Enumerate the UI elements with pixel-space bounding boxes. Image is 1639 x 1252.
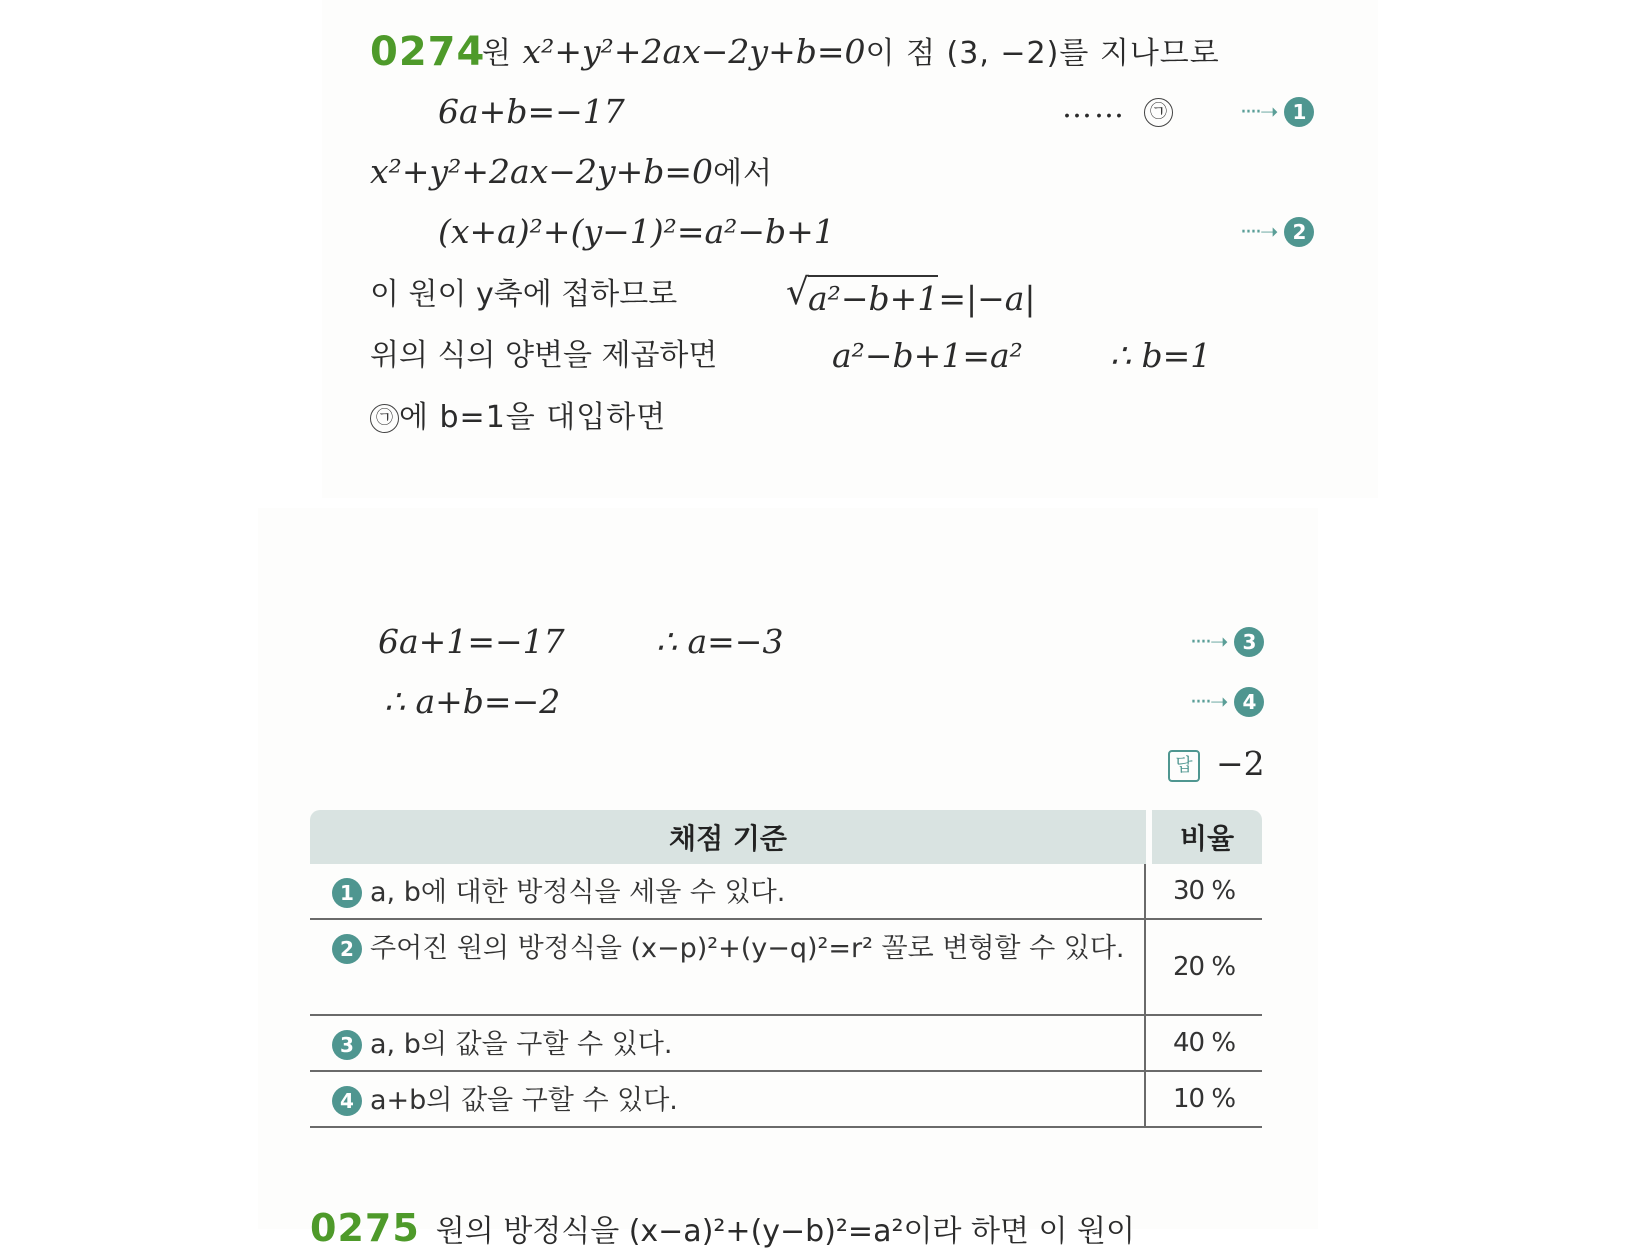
label-giyeok-icon: ㉠ — [370, 404, 399, 433]
next-problem-number: 0275 — [310, 1206, 420, 1250]
answer-line — [1168, 744, 1265, 784]
square-text: 위의 식의 양변을 제곱하면 — [370, 338, 718, 373]
intro-prefix: 원 — [482, 36, 512, 71]
equation-2-line — [370, 152, 773, 192]
row-badge-2: 2 — [332, 934, 362, 964]
next-problem-text: 원의 방정식을 (x−a)²+(y−b)²=a²이라 하면 이 원이 — [435, 1214, 1135, 1249]
arrow-icon: ····➝ — [1190, 629, 1227, 655]
square-equation: a²−b+1=a² — [832, 336, 1023, 375]
step-marker-3 — [1190, 622, 1264, 662]
step-badge-1: 1 — [1284, 97, 1314, 127]
substitute-line — [370, 396, 666, 436]
arrow-icon: ····➝ — [1190, 689, 1227, 715]
step-badge-2: 2 — [1284, 217, 1314, 247]
answer-value: −2 — [1216, 744, 1265, 783]
table-header — [310, 810, 1262, 864]
table-row — [310, 1016, 1262, 1072]
step-marker-2 — [1240, 212, 1314, 252]
intro-line — [482, 32, 1220, 72]
equation-1-dots: …… — [1062, 90, 1126, 125]
ratio-cell: 20 % — [1172, 952, 1236, 982]
answer-icon: 답 — [1168, 750, 1200, 782]
equation-2: x²+y²+2ax−2y+b=0 — [370, 152, 714, 191]
scoring-table — [310, 810, 1262, 1128]
label-giyeok-icon: ㉠ — [1144, 98, 1173, 127]
sqrt-icon: √ — [786, 272, 809, 313]
step-marker-4 — [1190, 682, 1264, 722]
row-badge-1: 1 — [332, 878, 362, 908]
equation-2-suffix: 에서 — [713, 156, 773, 191]
tangent-text: 이 원이 y축에 접하므로 — [370, 277, 678, 312]
criteria-text: a, b의 값을 구할 수 있다. — [370, 1029, 673, 1060]
equation-5: ∴ a+b=−2 — [384, 682, 561, 721]
equation-4: 6a+1=−17 — [378, 622, 565, 661]
step-badge-3: 3 — [1234, 627, 1264, 657]
header-ratio: 비율 — [1152, 810, 1262, 864]
table-row — [310, 864, 1262, 920]
step-marker-1 — [1240, 92, 1314, 132]
sqrt-expression — [786, 272, 939, 319]
equation-3: (x+a)²+(y−1)²=a²−b+1 — [438, 212, 835, 251]
substitute-text: 에 b=1을 대입하면 — [399, 400, 667, 435]
ratio-cell: 10 % — [1172, 1084, 1236, 1114]
next-problem-line — [310, 1208, 1135, 1248]
arrow-icon: ····➝ — [1240, 99, 1277, 125]
criteria-cell — [310, 920, 1146, 1014]
table-row — [310, 1072, 1262, 1128]
intro-text: 이 점 (3, −2)를 지나므로 — [865, 36, 1220, 71]
step-badge-4: 4 — [1234, 687, 1264, 717]
intro-equation: x²+y²+2ax−2y+b=0 — [522, 32, 866, 71]
row-badge-4: 4 — [332, 1086, 362, 1116]
equation-4-result: ∴ a=−3 — [656, 622, 784, 661]
ratio-cell: 30 % — [1172, 876, 1236, 906]
square-result: ∴ b=1 — [1110, 336, 1212, 375]
criteria-text: 주어진 원의 방정식을 (x−p)²+(y−q)²=r² 꼴로 변형할 수 있다. — [370, 933, 1125, 964]
criteria-cell — [310, 1072, 1146, 1126]
criteria-text: a+b의 값을 구할 수 있다. — [370, 1085, 678, 1116]
criteria-text: a, b에 대한 방정식을 세울 수 있다. — [370, 877, 786, 908]
arrow-icon: ····➝ — [1240, 219, 1277, 245]
row-badge-3: 3 — [332, 1030, 362, 1060]
equation-1: 6a+b=−17 — [438, 92, 625, 131]
criteria-cell — [310, 864, 1146, 918]
tangent-rhs: =|−a| — [938, 279, 1036, 318]
criteria-cell — [310, 1016, 1146, 1070]
header-criteria: 채점 기준 — [310, 810, 1146, 864]
table-row — [310, 920, 1262, 1016]
problem-number: 0274 — [370, 29, 486, 75]
tangent-equation — [786, 272, 1036, 318]
sqrt-radicand: a²−b+1 — [808, 275, 938, 319]
ratio-cell: 40 % — [1172, 1028, 1236, 1058]
